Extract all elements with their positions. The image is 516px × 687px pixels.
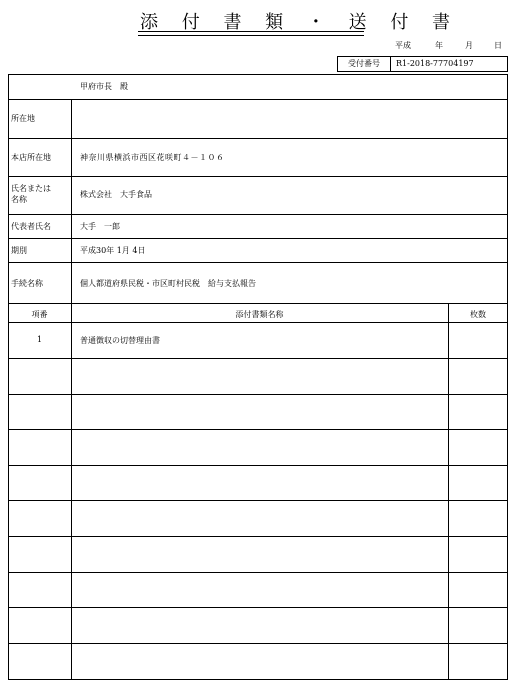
field-label-location: 所在地: [11, 114, 35, 123]
field-label-name-line1: 氏名または: [11, 184, 51, 193]
field-value-procedure: 個人都道府県民税・市区町村民税 給与支払報告: [80, 279, 256, 288]
field-value-head-office: 神奈川県横浜市西区花咲町４－１０６: [80, 153, 225, 162]
table-row-divider: [8, 358, 508, 359]
row-divider: [8, 138, 508, 139]
label-column-divider: [71, 99, 72, 303]
table-column-divider: [448, 303, 449, 680]
date-year: 年: [435, 41, 443, 50]
table-row-divider: [8, 429, 508, 430]
document-title: 添 付 書 類 ・ 送 付 書: [140, 12, 460, 33]
table-header-count: 枚数: [470, 310, 486, 319]
table-row-name: 普通徴収の切替理由書: [80, 336, 160, 345]
table-row-divider: [8, 572, 508, 573]
table-column-divider: [71, 303, 72, 680]
table-row-divider: [8, 643, 508, 644]
row-divider: [8, 262, 508, 263]
table-header-divider: [8, 322, 508, 323]
date-era: 平成: [395, 41, 411, 50]
row-divider: [8, 99, 508, 100]
row-divider: [8, 214, 508, 215]
title-underline: [138, 31, 364, 32]
field-value-representative: 大手 一郎: [80, 222, 120, 231]
row-divider: [8, 176, 508, 177]
table-top-border: [8, 303, 508, 304]
addressee: 甲府市長 殿: [80, 82, 128, 91]
table-header-name: 添付書類名称: [235, 310, 284, 319]
field-label-period: 期別: [11, 246, 27, 255]
table-row-divider: [8, 607, 508, 608]
field-label-name-line2: 名称: [11, 195, 27, 204]
field-value-name: 株式会社 大手食品: [80, 190, 152, 199]
date-month: 月: [465, 41, 473, 50]
receipt-label: 受付番号: [338, 57, 391, 71]
table-row-divider: [8, 394, 508, 395]
form-frame: [8, 74, 508, 680]
table-row-no: 1: [36, 335, 43, 344]
field-label-representative: 代表者氏名: [11, 222, 51, 231]
row-divider: [8, 238, 508, 239]
table-header-no: 項番: [31, 310, 48, 319]
field-value-period: 平成30年 1月 4日: [80, 246, 146, 255]
table-row-divider: [8, 465, 508, 466]
table-row-divider: [8, 536, 508, 537]
title-underline-2: [138, 35, 364, 36]
field-label-procedure: 手続名称: [11, 279, 43, 288]
field-label-head-office: 本店所在地: [11, 153, 51, 162]
date-day: 日: [494, 41, 502, 50]
receipt-number: R1-2018-77704197: [396, 59, 474, 68]
table-row-divider: [8, 500, 508, 501]
receipt-box: [337, 56, 508, 72]
